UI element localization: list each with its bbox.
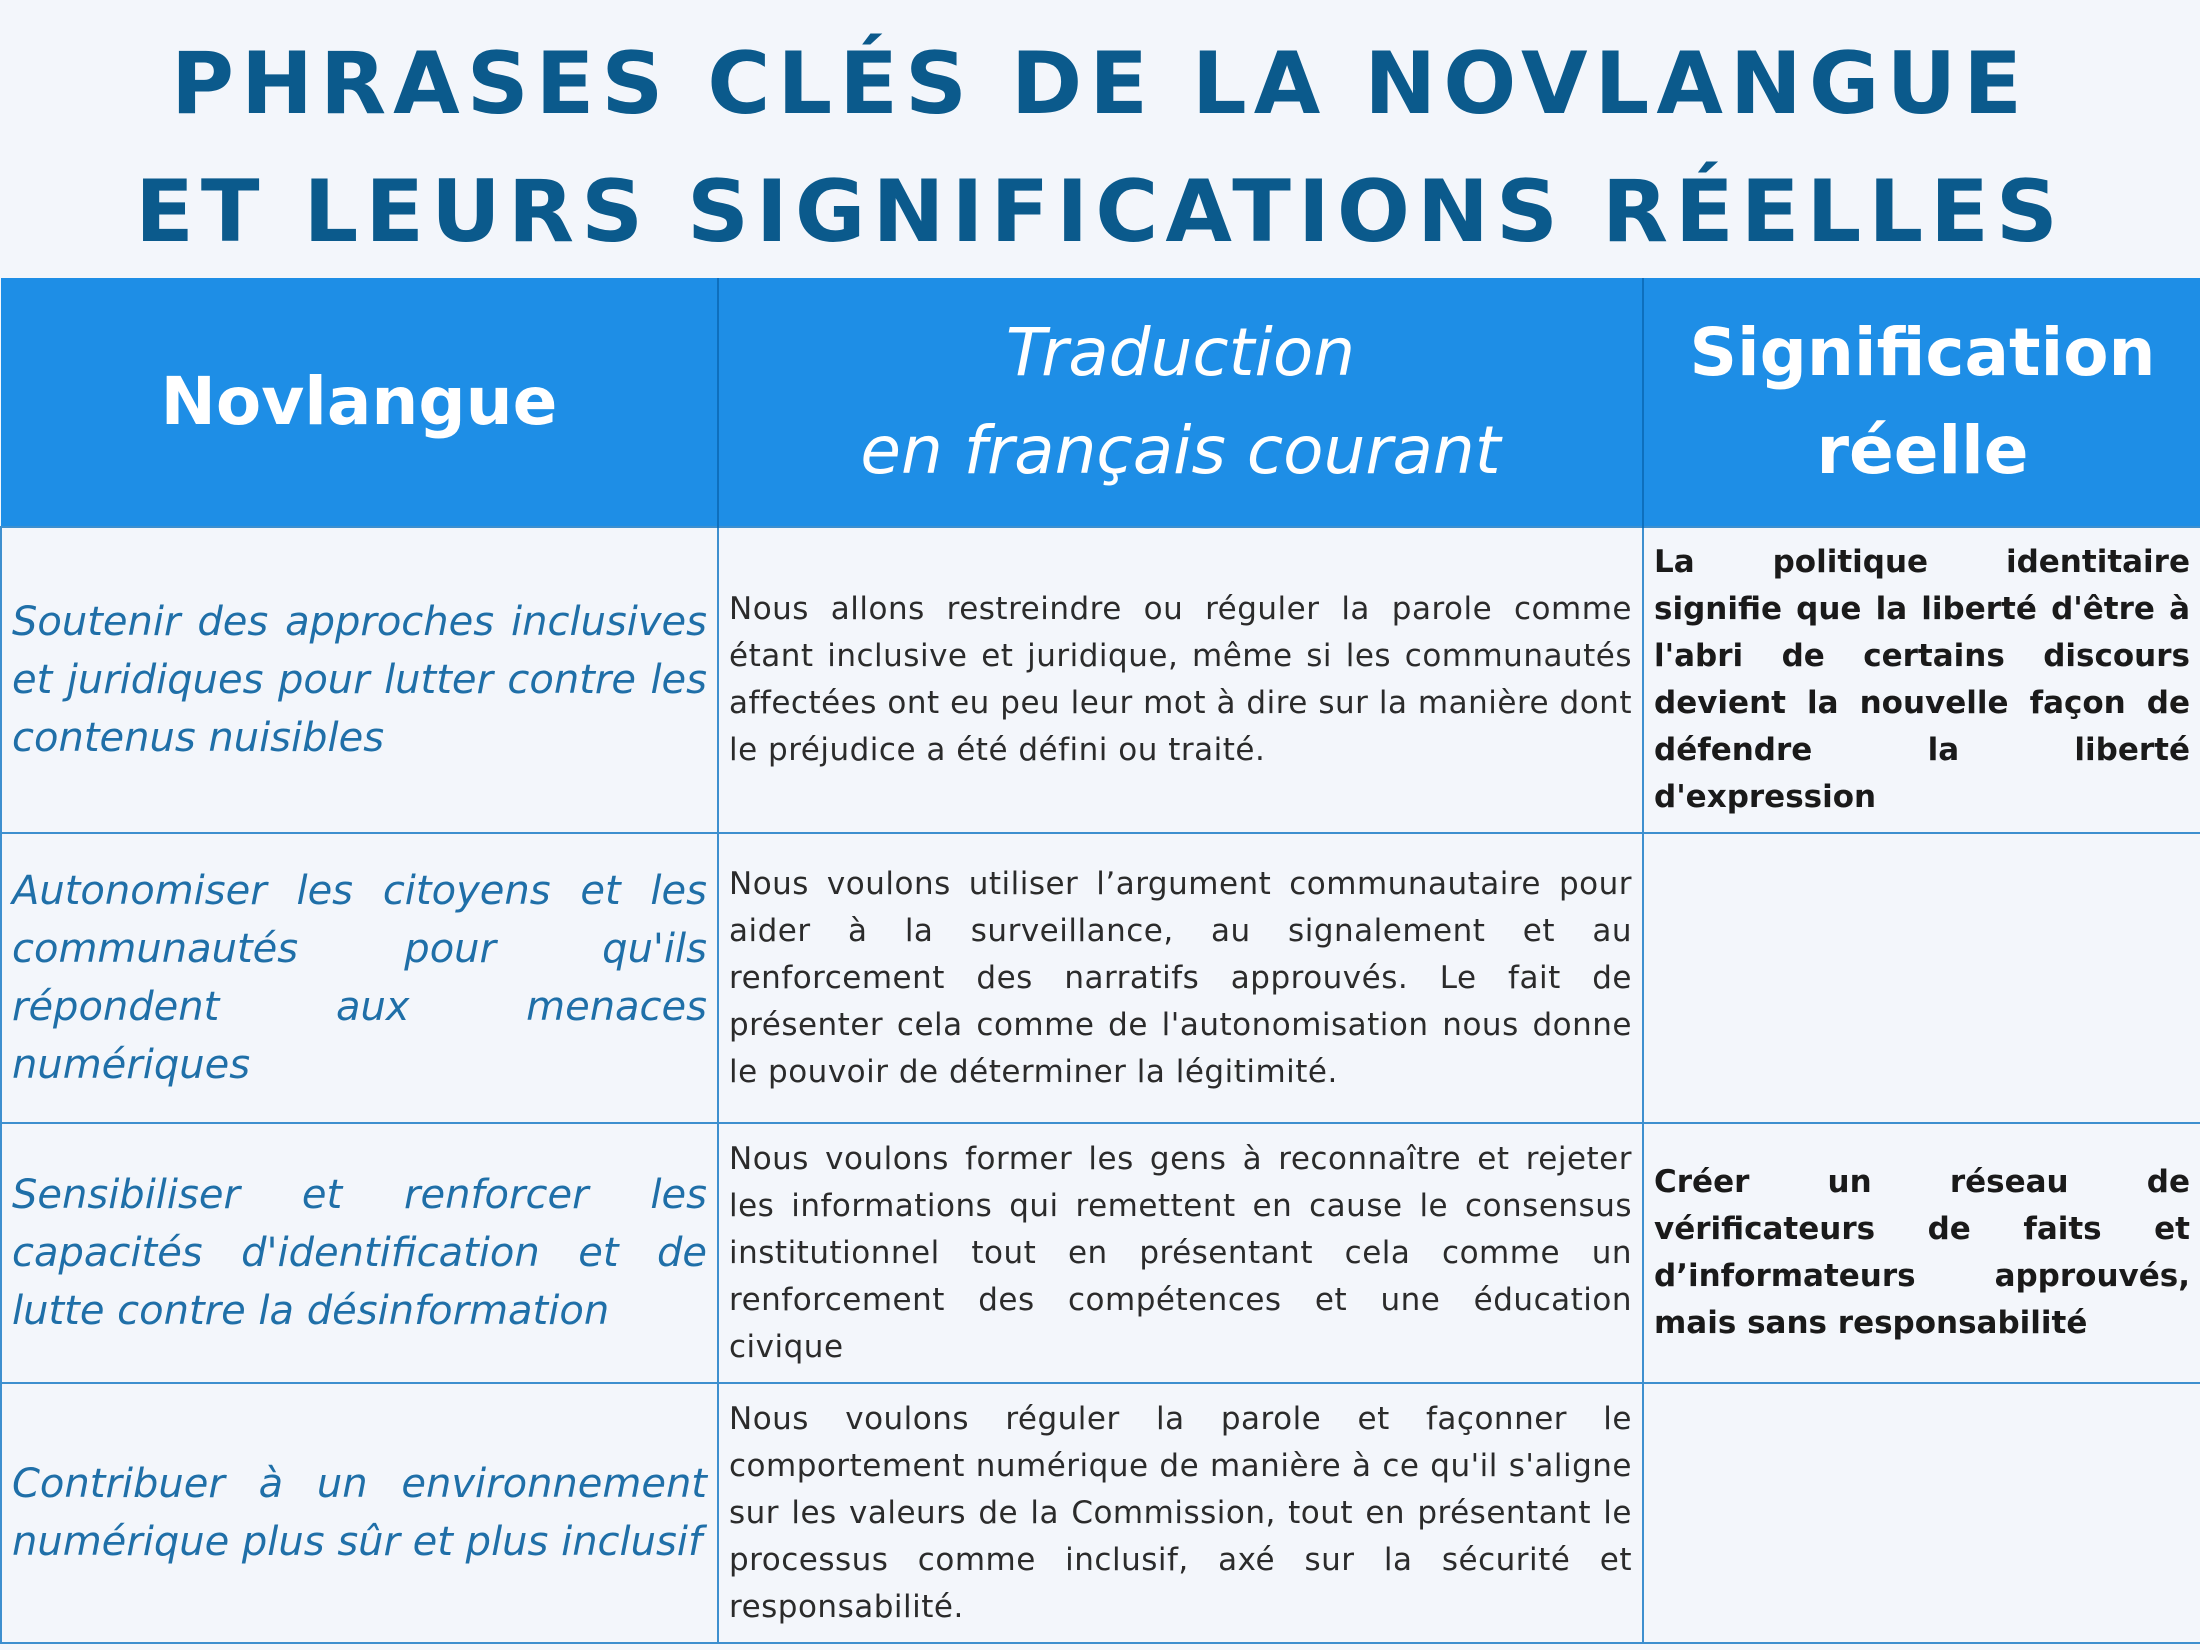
novlangue-cell: Soutenir des approches inclusives et juridiques pour lutter contre les contenus nuisibles <box>1 527 718 833</box>
table-row <box>1 1383 2200 1643</box>
traduction-cell: Nous voulons former les gens à reconnaître et rejeter les informations qui remettent en cause le consensus institutionnel tout en présentant cela comme un renforcement des compétences et une éducation civique <box>718 1123 1643 1383</box>
novlangue-cell: Sensibiliser et renforcer les capacités d'identification et de lutte contre la désinformation <box>1 1123 718 1383</box>
title-line-2: ET LEURS SIGNIFICATIONS RÉELLES <box>135 162 2065 262</box>
header-novlangue <box>1 278 718 527</box>
novlangue-cell: Contribuer à un environnement numérique plus sûr et plus inclusif <box>1 1383 718 1643</box>
header-signification-line-1: Signification <box>1689 314 2156 391</box>
table-row <box>1 833 2200 1123</box>
signification-cell <box>1643 1383 2200 1643</box>
header-signification <box>1643 278 2200 527</box>
traduction-cell: Nous voulons réguler la parole et façonner le comportement numérique de manière à ce qu'il s'aligne sur les valeurs de la Commission, tout en présentant le processus comme inclusif, axé sur la sécurité et responsabilité. <box>718 1383 1643 1643</box>
novlangue-cell: Autonomiser les citoyens et les communautés pour qu'ils répondent aux menaces numériques <box>1 833 718 1123</box>
signification-cell: La politique identitaire signifie que la liberté d'être à l'abri de certains discours devient la nouvelle façon de défendre la liberté d'expression <box>1643 527 2200 833</box>
header-traduction <box>718 278 1643 527</box>
table-row <box>1 1123 2200 1383</box>
title-line-1: PHRASES CLÉS DE LA NOVLANGUE <box>170 34 2030 134</box>
signification-cell <box>1643 833 2200 1123</box>
novlangue-table <box>0 278 2200 1644</box>
traduction-cell: Nous voulons utiliser l’argument communautaire pour aider à la surveillance, au signalement et au renforcement des narratifs approuvés. Le fait de présenter cela comme de l'autonomisation nous donne le pouvoir de déterminer la légitimité. <box>718 833 1643 1123</box>
header-traduction-line-2: en français courant <box>860 412 1501 489</box>
header-signification-line-2: réelle <box>1816 412 2029 489</box>
signification-cell: Créer un réseau de vérificateurs de faits et d’informateurs approuvés, mais sans responsabilité <box>1643 1123 2200 1383</box>
traduction-cell: Nous allons restreindre ou réguler la parole comme étant inclusive et juridique, même si les communautés affectées ont eu peu leur mot à dire sur la manière dont le préjudice a été défini ou traité. <box>718 527 1643 833</box>
header-novlangue-label: Novlangue <box>160 363 558 440</box>
page-title <box>0 20 2200 276</box>
table-row <box>1 527 2200 833</box>
table-header-row <box>1 278 2200 527</box>
header-traduction-line-1: Traduction <box>1005 314 1356 391</box>
